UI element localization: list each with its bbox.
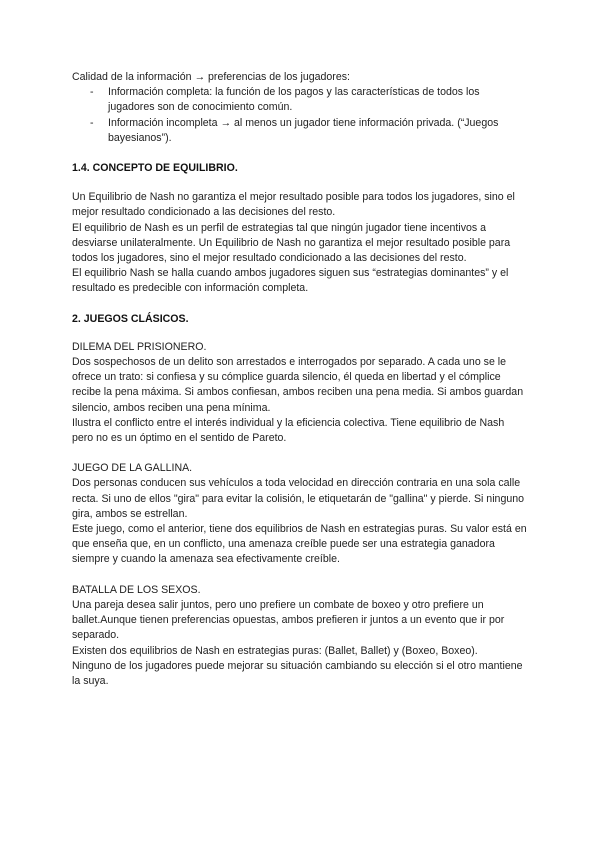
heading-concepto-equilibrio: 1.4. CONCEPTO DE EQUILIBRIO. — [72, 162, 238, 175]
paragraph: Este juego, como el anterior, tiene dos equilibrios de Nash en estrategias puras. Su valor está en que enseña que, en un conflicto, una amenaza creíble puede ser una estrategia ganadora siempre y cuando la amenaza sea efectivamente creíble. — [72, 523, 527, 566]
intro-line: Calidad de la información → preferencias de los jugadores: — [72, 71, 350, 83]
paragraph: El equilibrio Nash se halla cuando ambos jugadores siguen sus “estrategias dominantes” y el resultado es predecible con información completa. — [72, 267, 509, 295]
information-types-list — [72, 85, 528, 146]
paragraph: Un Equilibrio de Nash no garantiza el mejor resultado posible para todos los jugadores, sino el mejor resultado condicionado a las decisiones del resto. — [72, 191, 515, 219]
paragraph: Ilustra el conflicto entre el interés individual y la eficiencia colectiva. Tiene equilibrio de Nash pero no es un óptimo en el sentido de Pareto. — [72, 416, 505, 445]
subsection-title: BATALLA DE LOS SEXOS. — [72, 583, 201, 596]
subsection-prisionero — [72, 340, 528, 446]
paragraph: Existen dos equilibrios de Nash en estrategias puras: (Ballet, Ballet) y (Boxeo, Boxeo). — [72, 644, 478, 657]
equilibrio-body — [72, 190, 528, 296]
subsection-title: DILEMA DEL PRISIONERO. — [72, 340, 207, 353]
heading-juegos-clasicos: 2. JUEGOS CLÁSICOS. — [72, 312, 189, 325]
paragraph: Ninguno de los jugadores puede mejorar su situación cambiando su elección si el otro mantiene la suya. — [72, 659, 523, 687]
paragraph: Dos personas conducen sus vehículos a toda velocidad en dirección contraria en una sola calle recta. Si uno de ellos "gira" para evitar la colisión, le etiquetarán de "gallina" y pierde. Si ninguno gira, ambos se estrellan. — [72, 477, 525, 520]
document-page — [72, 70, 528, 689]
subsection-title: JUEGO DE LA GALLINA. — [72, 462, 193, 475]
subsection-gallina — [72, 461, 528, 567]
paragraph: El equilibrio de Nash es un perfil de estrategias tal que ningún jugador tiene incentivos a desviarse unilateralmente. Un Equilibrio de Nash no garantiza el mejor resultado posible para todos los jugadores, sino el mejor resultado condicionado a las decisiones del resto. — [72, 221, 511, 265]
subsection-sexos — [72, 583, 528, 689]
paragraph: Una pareja desea salir juntos, pero uno prefiere un combate de boxeo y otro prefiere un ballet.Aunque tienen preferencias opuestas, ambos prefieren ir juntos a un evento que ir por separado. — [72, 598, 505, 642]
list-item-complete-info: - Información completa: la función de los pagos y las características de todos los jugadores son de conocimiento común. — [72, 85, 528, 115]
list-item-incomplete-info: - Información incompleta → al menos un jugador tiene información privada. (“Juegos bayesianos”). — [72, 116, 528, 146]
paragraph: Dos sospechosos de un delito son arrestados e interrogados por separado. A cada uno se le ofrece un trato: si confiesa y su cómplice guarda silencio, él queda en libertad y el cómplice recibe la pena máxima. Si ambos confiesan, ambos reciben una pena media. Si ambos guardan silencio, ambos reciben una pena mínima. — [72, 356, 524, 414]
